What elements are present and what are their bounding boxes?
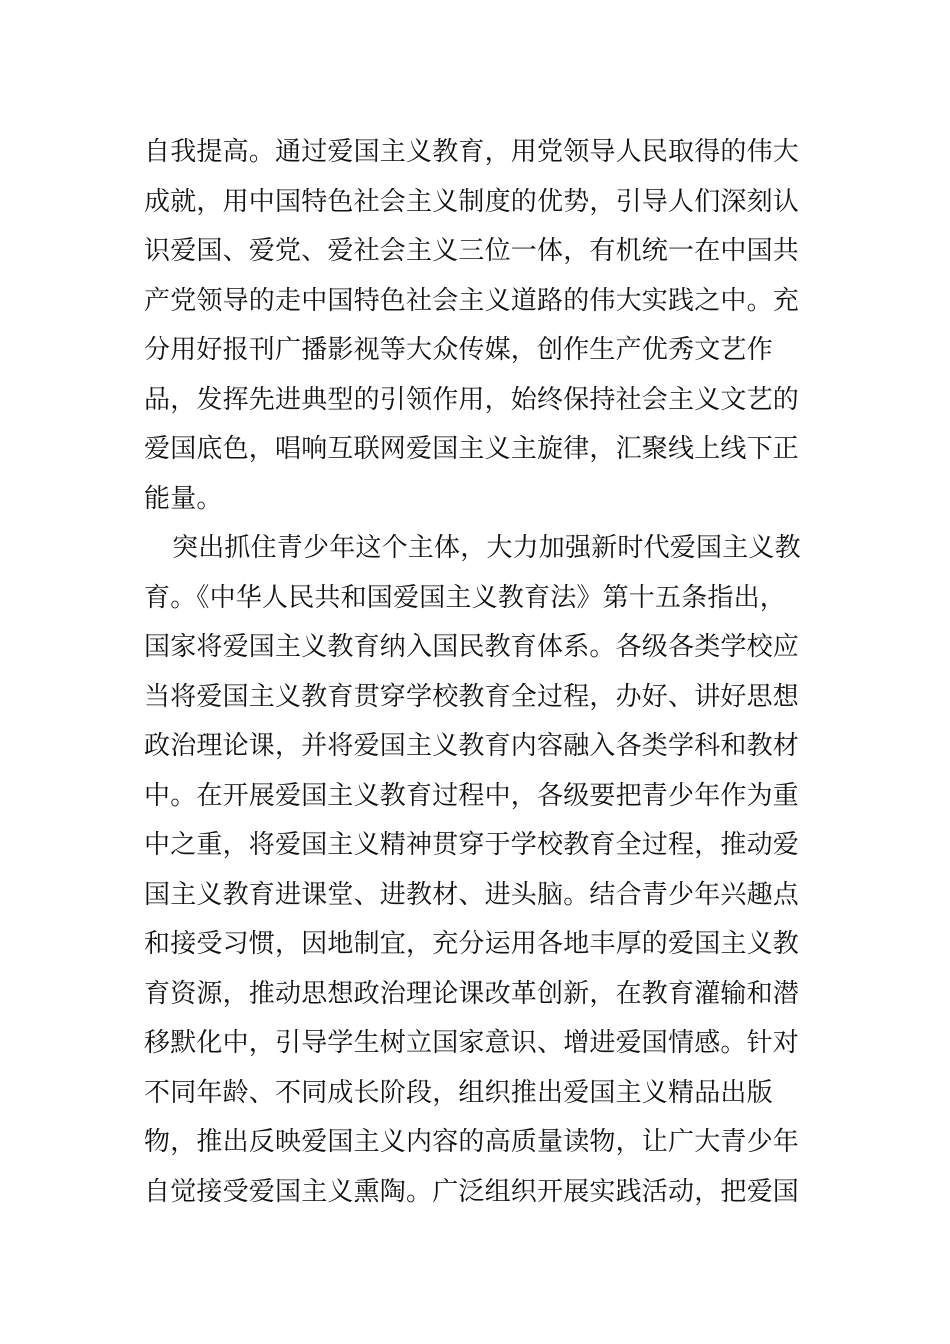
- paragraph-2-line-2: 育。《中华人民共和国爱国主义教育法》第十五条指出，: [144, 582, 787, 613]
- paragraph-2-line-1: 突出抓住青少年这个主体，大力加强新时代爱国主义教: [172, 533, 801, 563]
- paragraph-2-line-5: 政治理论课，并将爱国主义教育内容融入各类学科和教材: [144, 731, 800, 761]
- paragraph-1-line-3: 识爱国、爱党、爱社会主义三位一体，有机统一在中国共: [144, 236, 800, 266]
- paragraph-2-line-10: 育资源，推动思想政治理论课改革创新，在教育灌输和潜: [144, 978, 800, 1009]
- paragraph-2-line-9: 和接受习惯，因地制宜，充分运用各地丰厚的爱国主义教: [144, 929, 800, 959]
- paragraph-2-line-4: 当将爱国主义教育贯穿学校教育全过程，办好、讲好思想: [144, 681, 800, 712]
- paragraph-2-line-11: 移默化中，引导学生树立国家意识、增进爱国情感。针对: [144, 1028, 800, 1058]
- paragraph-1-line-5: 分用好报刊广播影视等大众传媒，创作生产优秀文艺作: [144, 335, 773, 365]
- paragraph-2-line-13: 物，推出反映爱国主义内容的高质量读物，让广大青少年: [144, 1127, 800, 1157]
- paragraph-2-line-14: 自觉接受爱国主义熏陶。广泛组织开展实践活动，把爱国: [144, 1176, 800, 1207]
- paragraph-2-line-3: 国家将爱国主义教育纳入国民教育体系。各级各类学校应: [144, 632, 800, 662]
- paragraph-2-line-12: 不同年龄、不同成长阶段，组织推出爱国主义精品出版: [144, 1077, 773, 1108]
- paragraph-1-line-7: 爱国底色，唱响互联网爱国主义主旋律，汇聚线上线下正: [144, 434, 800, 464]
- paragraph-1-line-2: 成就，用中国特色社会主义制度的优势，引导人们深刻认: [144, 186, 800, 217]
- paragraph-1-line-4: 产党领导的走中国特色社会主义道路的伟大实践之中。充: [144, 285, 800, 316]
- paragraph-1-line-1: 自我提高。通过爱国主义教育，用党领导人民取得的伟大: [144, 137, 800, 167]
- body-text: [144, 128, 814, 1217]
- paragraph-2-line-7: 中之重，将爱国主义精神贯穿于学校教育全过程，推动爱: [144, 830, 800, 860]
- paragraph-1-line-8: 能量。: [144, 483, 223, 514]
- paragraph-2-line-8: 国主义教育进课堂、进教材、进头脑。结合青少年兴趣点: [144, 879, 800, 910]
- paragraph-2-line-6: 中。在开展爱国主义教育过程中，各级要把青少年作为重: [144, 780, 800, 811]
- paragraph-1-line-6: 品，发挥先进典型的引领作用，始终保持社会主义文艺的: [144, 384, 800, 415]
